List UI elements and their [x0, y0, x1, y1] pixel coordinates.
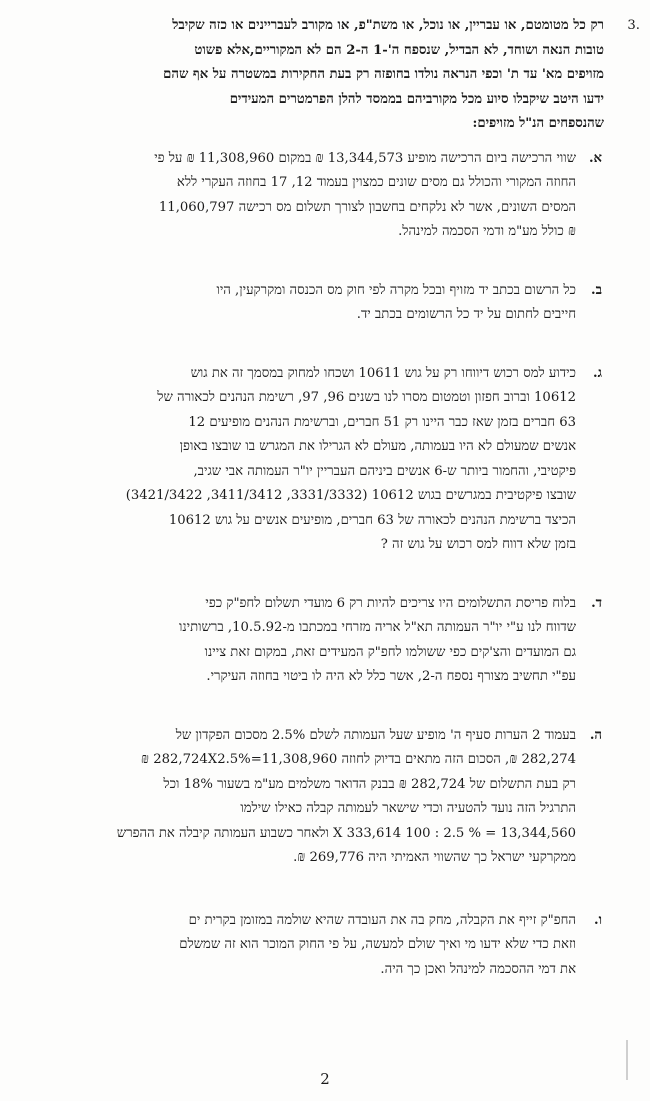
subsection-line: רק בעת התשלום של 282,724 ₪ בבנק הדואר משלמים מע"מ בשעור 18% וכל: [163, 776, 576, 792]
subsection-alef: [26, 147, 618, 245]
section-3: [26, 14, 640, 137]
section-3-line: רק כל מטומטם, או עבריין, או נוכל, או משת"פ, או מקורב לעבריינים או כזה שקיבל: [172, 18, 604, 33]
section-3-line: טובות הנאה ושוחד, לא הבדיל, שנספח ה'-1 ה-2 הם לא המקוריים,אלא פשוט: [194, 42, 604, 58]
subsection-line: כידוע למס רכוש דיווחו רק על גוש 10611 ושכחו למחוק במסמך זה את גוש: [190, 365, 576, 381]
subsection-line: גם המועדים והצ'קים כפי ששולמו לחפ"ק המעידים זאת, במקום זאת ציינו: [204, 644, 576, 660]
page-number: 2: [320, 1070, 330, 1088]
subsection-line: 10612 וברוב חפזון וטמטום מסרו לנו בשנים 96, 97, רשימת הנהנים לכאורה של: [157, 390, 576, 405]
document-body: [26, 14, 640, 982]
subsection-line: בלוח פריסת התשלומים היו צריכים להיות רק 6 מועדי תשלום לחפ"ק כפי: [205, 595, 576, 611]
section-3-line: ידעו היטב שיקבלו סיוע מכל מקורביהם בממסד להלן הפרמטרים המעידים: [229, 91, 604, 107]
subsection-line: ממקרקעי ישראל כך שהשווי האמיתי היה 269,776 ₪.: [293, 850, 576, 865]
subsection-line: המסים השונים, אשר לא נלקחים בחשבון לצורך תשלום מס רכישה 11,060,797: [158, 199, 576, 215]
section-3-line: מזויפים מא' עד ת' וכפי הנראה נולדו בחופזה רק בעת החקירות במשטרה על אף שהם: [163, 67, 604, 82]
subsection-letter: ד.: [591, 595, 602, 611]
subsection-line: ₪ כולל מע"מ ודמי הסכמה למינהל.: [398, 224, 576, 239]
subsection-line: התרגיל הזה נועד להטעיה וכדי שישאר לעמותה קבלה כאילו שילמו: [240, 801, 576, 816]
subsection-line: פיקטיבי, והחמור ביותר ש-6 אנשים ביניהם העבריין יו"ר העמותה אבי שגיב,: [193, 463, 576, 479]
subsection-letter: ה.: [589, 727, 602, 743]
subsection-line: החוזה המקורי והכולל גם מסים שונים כמצוין בעמוד 12, 17 בחוזה העקרי ללא: [176, 175, 576, 190]
subsection-letter: ג.: [593, 365, 602, 381]
subsection-line: בזמן שלא דווח למס רכוש על גוש זה ?: [380, 537, 576, 552]
subsection-line: חייבים לחתום על יד כל הרשומים בכתב יד.: [356, 307, 576, 322]
subsection-bet: [26, 279, 618, 328]
subsection-line: שדווח לנו ע"י יו"ר העמותה תא"ל אריה מזרחי במכתבו מ-10.5.92, ברשותינו: [179, 620, 576, 635]
subsection-line: 282,274 ₪, הסכום הזה מתאים בדיוק לחוזה 282,724X2.5%=11,308,960 ₪: [141, 752, 576, 767]
subsection-line: אנשים שמעולם לא היו בעמותה, מעולם לא הגרילו את המגרש בו שובצו באופן: [179, 439, 576, 454]
subsection-line: שווי הרכישה ביום הרכישה מופיע 13,344,573 ₪ במקום 11,308,960 ₪ על פי: [154, 150, 576, 166]
section-3-line: שהנספחים הנ"ל מזויפים:: [472, 116, 604, 131]
subsection-vav: [26, 909, 618, 983]
section-3-number: .3: [627, 18, 640, 33]
subsection-line: עפ"י תחשיב מצורף נספח ה-2, אשר כלל לא היה לו ביטוי בחוזה העיקרי.: [206, 669, 576, 684]
subsection-gimel: [26, 362, 618, 558]
subsection-letter: ב.: [591, 282, 602, 298]
subsection-line: הכיצד ברשימת הנהנים לכאורה של 63 חברים, מופיעים אנשים על גוש 10612: [168, 512, 576, 528]
subsection-line: את דמי ההסכמה למינהל ואכן כך היה.: [380, 961, 576, 977]
subsection-line: החפ"ק זייף את הקבלה, מחק בה את העובדה שהיא שולמה במזומן בקרית ים: [188, 912, 576, 928]
subsection-he: [26, 724, 618, 871]
subsection-line: שובצו פיקטיבית במגרשים בגוש 10612 (3331/3332, 3411/3412, 3421/3422): [125, 488, 576, 503]
subsection-line: בעמוד 2 הערות סעיף ה' מופיע שעל העמותה לשלם 2.5% מסכום הפקדון של: [175, 727, 576, 743]
subsection-letter: ו.: [594, 912, 602, 928]
subsection-line: כל הרשום בכתב יד מזויף ובכל מקרה לפי חוק מס הכנסה ומקרקעין, היו: [216, 282, 576, 298]
subsection-dalet: [26, 592, 618, 690]
subsection-line: וזאת כדי שלא ידעו מי ואיך שולם למעשה, על פי החוק המוכר הוא זה שמשלם: [179, 937, 576, 952]
subsection-letter: א.: [588, 150, 602, 166]
subsection-line: 13,344,560 = % 2.5 : 100 X 333,614 ולאחר כשבוע העמותה קיבלה את ההפרש: [116, 825, 576, 841]
subsection-line: 63 חברים בזמן שאז כבר היינו רק 51 חברים, וברשימת הנהנים מופיעים 12: [188, 414, 576, 430]
